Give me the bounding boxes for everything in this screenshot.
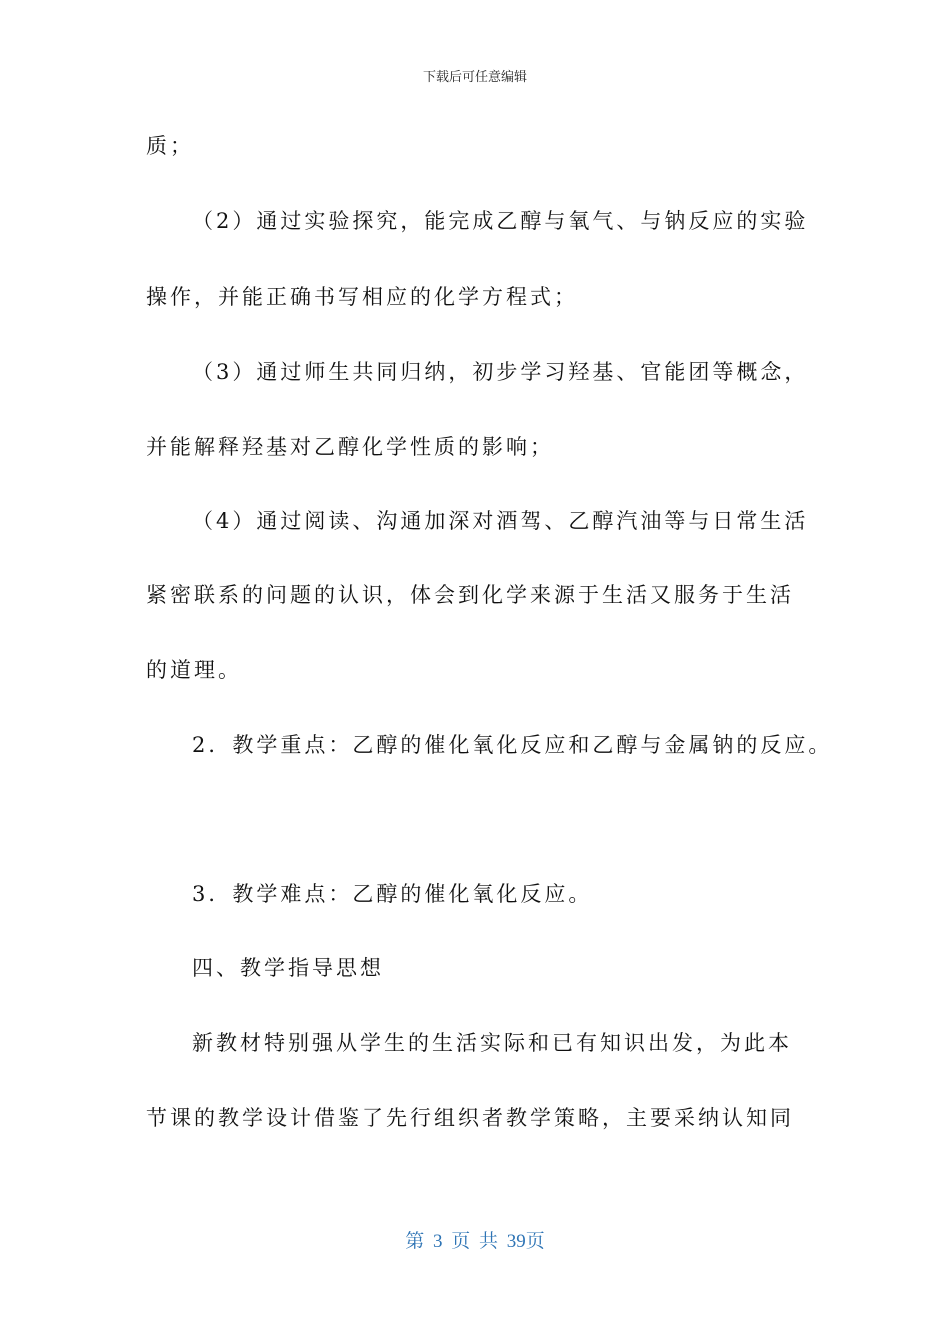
text-line-13: 节课的教学设计借鉴了先行组织者教学策略，主要采纳认知同	[146, 1106, 794, 1130]
text-line-3: 操作，并能正确书写相应的化学方程式；	[146, 285, 578, 309]
text-line-2: （2）通过实验探究，能完成乙醇与氧气、与钠反应的实验	[192, 209, 809, 233]
teaching-focus: 2．教学重点：乙醇的催化氧化反应和乙醇与金属钠的反应。	[192, 733, 833, 757]
text-line-8: 的道理。	[146, 658, 242, 682]
text-line-4: （3）通过师生共同归纳，初步学习羟基、官能团等概念，	[192, 360, 809, 384]
section-heading: 四、教学指导思想	[192, 956, 384, 980]
page-number: 第 3 页 共 39页	[405, 1231, 545, 1252]
text-line-5: 并能解释羟基对乙醇化学性质的影响；	[146, 435, 554, 459]
page-header: 下载后可任意编辑	[422, 70, 527, 85]
teaching-difficulty: 3．教学难点：乙醇的催化氧化反应。	[192, 882, 593, 906]
text-line-12: 新教材特别强从学生的生活实际和已有知识出发，为此本	[192, 1031, 792, 1055]
text-line-1: 质；	[146, 134, 194, 158]
text-line-7: 紧密联系的问题的认识，体会到化学来源于生活又服务于生活	[146, 583, 794, 607]
text-line-6: （4）通过阅读、沟通加深对酒驾、乙醇汽油等与日常生活	[192, 509, 809, 533]
